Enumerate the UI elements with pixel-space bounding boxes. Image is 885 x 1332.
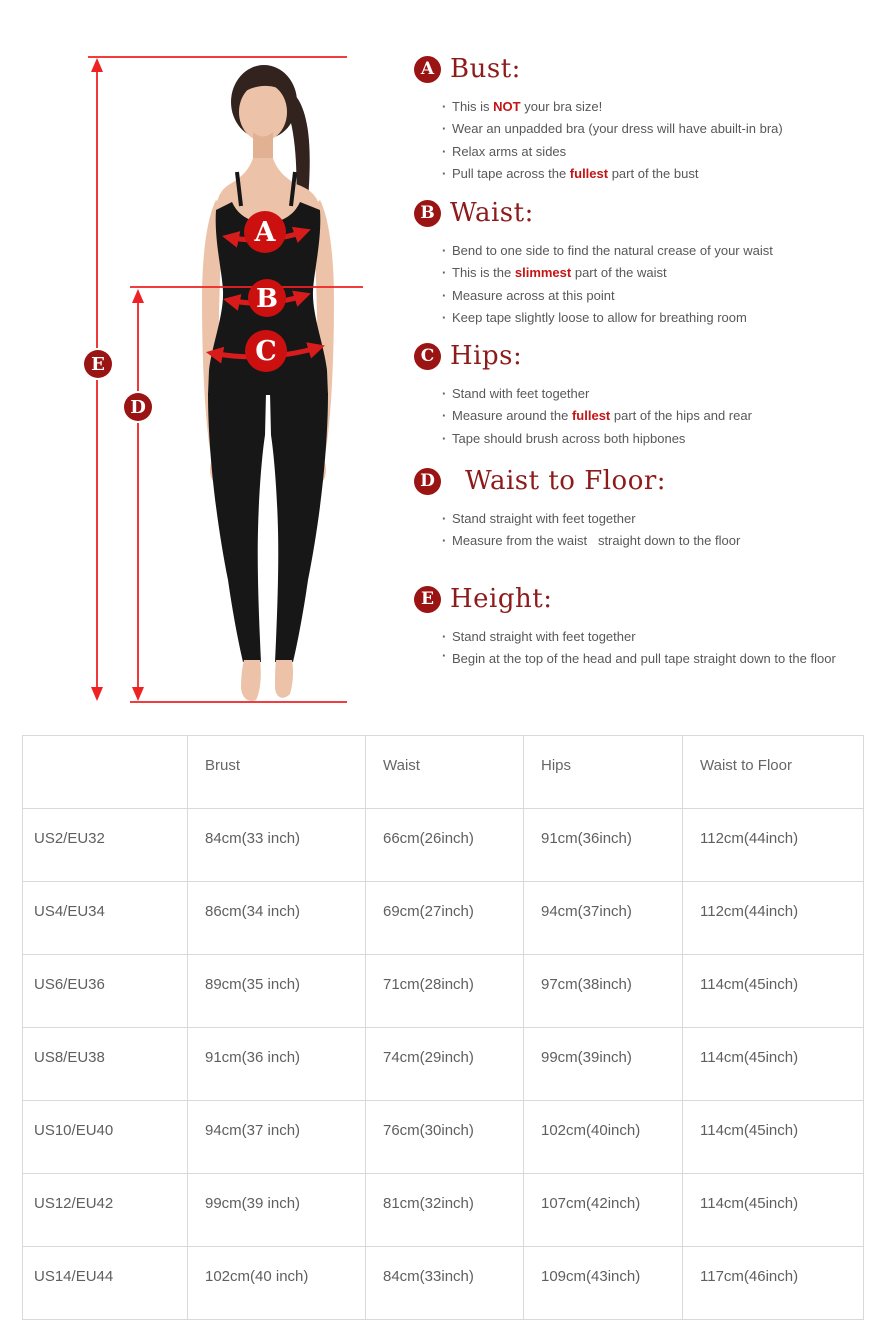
measurement-cell: 81cm(32inch) (366, 1174, 524, 1247)
section-header (413, 196, 885, 230)
measurement-cell: 117cm(46inch) (683, 1247, 864, 1320)
instruction-item (413, 141, 885, 163)
instruction-text: Measure across at this point (452, 287, 615, 303)
bullet-dot: · (442, 430, 447, 446)
instruction-item (413, 262, 885, 284)
measurement-cell: 109cm(43inch) (524, 1247, 683, 1320)
bullet-dot: · (442, 629, 447, 644)
measurement-cell: 94cm(37 inch) (188, 1101, 366, 1174)
size-table-body (23, 809, 864, 1320)
instruction-item (413, 648, 844, 668)
measurement-figure (0, 0, 410, 720)
instruction-text: Wear an unpadded bra (your dress will have abuilt-in bra) (452, 121, 783, 137)
instruction-text: Measure around the (452, 408, 572, 424)
instruction-item (413, 285, 885, 307)
emphasis-text: NOT (493, 99, 521, 114)
table-row (23, 955, 864, 1028)
instruction-item (413, 405, 885, 427)
section-letter-badge: B (414, 200, 441, 227)
bullet-dot: · (442, 99, 447, 114)
section-letter-badge: E (414, 586, 441, 613)
instruction-item (413, 626, 885, 648)
measure-section-e (413, 582, 885, 668)
section-bullet-list (413, 383, 885, 450)
instruction-text: Measure from the waist straight down to the floor (452, 533, 741, 549)
guide-sections (413, 0, 885, 720)
measurement-cell: 91cm(36 inch) (188, 1028, 366, 1101)
section-header (413, 52, 885, 86)
instruction-item (413, 163, 885, 185)
bust-marker-letter: A (254, 217, 276, 248)
size-label-cell: US12/EU42 (23, 1174, 188, 1247)
section-header (413, 582, 885, 616)
section-title: Bust: (450, 54, 521, 84)
model-illustration (0, 0, 410, 720)
size-chart-table (22, 735, 864, 1320)
measurement-cell: 84cm(33inch) (366, 1247, 524, 1320)
instruction-text: part of the waist (571, 265, 667, 281)
measure-section-b (413, 196, 885, 329)
emphasis-text: fullest (571, 408, 611, 424)
instruction-text: This is the (452, 265, 515, 281)
instruction-item (413, 307, 885, 329)
height-badge-letter: E (91, 354, 105, 375)
instruction-item (413, 118, 885, 140)
instruction-text: Relax arms at sides (452, 143, 567, 159)
bullet-dot: · (442, 309, 447, 325)
section-letter-badge: C (414, 343, 441, 370)
section-header (413, 339, 885, 373)
table-row (23, 1247, 864, 1320)
instruction-item (413, 240, 885, 262)
right-foot (275, 660, 293, 698)
measurement-cell: 97cm(38inch) (524, 955, 683, 1028)
size-label-cell: US14/EU44 (23, 1247, 188, 1320)
measurement-cell: 114cm(45inch) (683, 1101, 864, 1174)
measurement-cell: 69cm(27inch) (366, 882, 524, 955)
instruction-text: part of the hips and rear (610, 408, 752, 424)
waist-marker-letter: B (256, 284, 278, 314)
measurement-cell: 114cm(45inch) (683, 1174, 864, 1247)
instruction-text: your bra size! (520, 99, 603, 114)
instruction-text: Stand straight with feet together (452, 629, 636, 644)
bullet-dot: · (442, 533, 447, 549)
emphasis-text: slimmest (514, 265, 572, 281)
bullet-dot: · (442, 511, 447, 526)
instruction-item (413, 508, 885, 530)
measurement-cell: 66cm(26inch) (366, 809, 524, 882)
instruction-text: Begin at the top of the head and pull tape straight down to the floor (452, 651, 836, 667)
measurement-cell: 74cm(29inch) (366, 1028, 524, 1101)
instruction-item (413, 96, 885, 118)
right-leg (270, 393, 328, 662)
column-header: Hips (524, 736, 683, 809)
instruction-text: This is (452, 99, 494, 114)
measurement-cell: 99cm(39 inch) (188, 1174, 366, 1247)
size-label-cell: US6/EU36 (23, 955, 188, 1028)
measurement-cell: 112cm(44inch) (683, 809, 864, 882)
table-row (23, 1174, 864, 1247)
hips-marker-letter: C (255, 336, 277, 367)
bullet-dot: · (442, 243, 447, 258)
measurement-arrowheads (91, 58, 144, 701)
instruction-text: Stand with feet together (452, 386, 590, 401)
section-header (413, 464, 885, 498)
instruction-text: Pull tape across the (452, 165, 570, 181)
instruction-item (413, 530, 885, 552)
section-bullet-list (413, 96, 885, 185)
section-title: Waist to Floor: (465, 466, 667, 496)
measurement-cell: 99cm(39inch) (524, 1028, 683, 1101)
measure-section-c (413, 339, 885, 450)
table-row (23, 1101, 864, 1174)
section-bullet-list (413, 508, 885, 553)
measurement-cell: 114cm(45inch) (683, 1028, 864, 1101)
measurement-cell: 86cm(34 inch) (188, 882, 366, 955)
instruction-item (413, 383, 885, 405)
measure-section-a (413, 52, 885, 185)
measurement-cell: 91cm(36inch) (524, 809, 683, 882)
instruction-item (413, 428, 885, 450)
measurement-cell: 89cm(35 inch) (188, 955, 366, 1028)
column-header (23, 736, 188, 809)
section-title: Hips: (450, 341, 523, 371)
size-label-cell: US4/EU34 (23, 882, 188, 955)
section-letter-badge: A (414, 56, 441, 83)
measure-section-d (413, 464, 885, 553)
measurement-cell: 102cm(40 inch) (188, 1247, 366, 1320)
bullet-dot: · (442, 287, 447, 303)
column-header: Brust (188, 736, 366, 809)
measurement-cell: 84cm(33 inch) (188, 809, 366, 882)
measurement-cell: 71cm(28inch) (366, 955, 524, 1028)
bullet-dot: · (442, 265, 447, 281)
left-leg (208, 393, 266, 662)
section-bullet-list (413, 626, 885, 668)
measurement-cell: 94cm(37inch) (524, 882, 683, 955)
face (239, 83, 287, 141)
section-bullet-list (413, 240, 885, 329)
size-table-head (23, 736, 864, 809)
emphasis-text: fullest (569, 165, 609, 181)
column-header: Waist (366, 736, 524, 809)
measurement-cell: 102cm(40inch) (524, 1101, 683, 1174)
measurement-cell: 112cm(44inch) (683, 882, 864, 955)
instruction-text: Stand straight with feet together (452, 511, 636, 526)
left-foot (241, 660, 261, 701)
table-row (23, 809, 864, 882)
measurement-cell: 114cm(45inch) (683, 955, 864, 1028)
bullet-dot: · (442, 143, 447, 159)
table-row (23, 1028, 864, 1101)
bullet-dot: · (442, 121, 447, 137)
bullet-dot: · (442, 386, 447, 401)
section-letter-badge: D (414, 468, 441, 495)
measurement-cell: 76cm(30inch) (366, 1101, 524, 1174)
section-title: Height: (450, 584, 553, 614)
size-label-cell: US8/EU38 (23, 1028, 188, 1101)
table-row (23, 882, 864, 955)
measurement-cell: 107cm(42inch) (524, 1174, 683, 1247)
waist-floor-badge-letter: D (130, 397, 146, 418)
instruction-text: Tape should brush across both hipbones (452, 430, 686, 446)
model-photo (202, 65, 334, 701)
size-label-cell: US10/EU40 (23, 1101, 188, 1174)
instruction-text: Bend to one side to find the natural crease of your waist (452, 243, 773, 258)
bullet-dot: · (442, 648, 447, 664)
instruction-text: part of the bust (608, 165, 699, 181)
bullet-dot: · (442, 408, 447, 424)
column-header: Waist to Floor (683, 736, 864, 809)
size-label-cell: US2/EU32 (23, 809, 188, 882)
bullet-dot: · (442, 165, 447, 181)
section-title: Waist: (450, 198, 534, 228)
instruction-text: Keep tape slightly loose to allow for breathing room (452, 309, 747, 325)
table-header-row (23, 736, 864, 809)
